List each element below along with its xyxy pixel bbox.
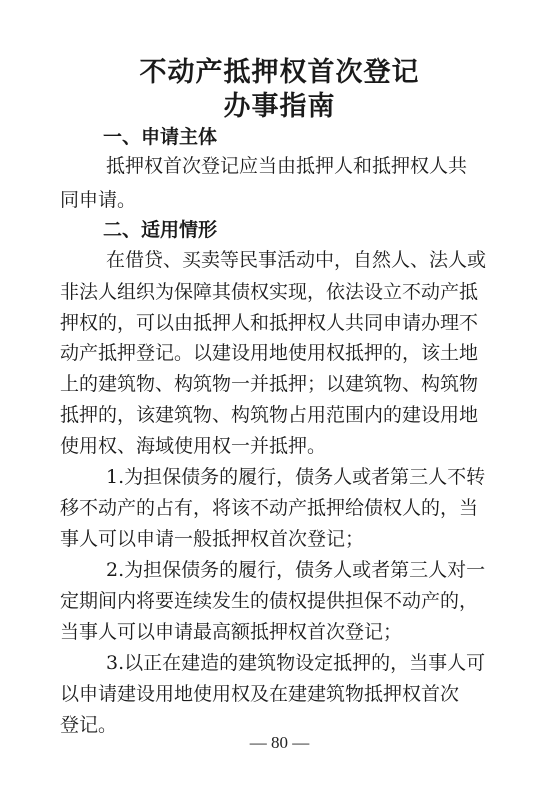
paragraph-line: 同申请。	[60, 189, 137, 211]
paragraph-line: 上的建筑物、构筑物一并抵押；以建筑物、构筑物	[60, 373, 479, 395]
paragraph-line: 抵押权首次登记应当由抵押人和抵押权人共	[106, 155, 468, 177]
paragraph-line: 押权的，可以由抵押人和抵押权人共同申请办理不	[60, 312, 479, 334]
paragraph-line: 1.为担保债务的履行，债务人或者第三人不转	[106, 466, 486, 488]
document-title-line-1: 不动产抵押权首次登记	[139, 57, 420, 88]
paragraph-line: 移不动产的占有，将该不动产抵押给债权人的，当	[60, 497, 479, 519]
paragraph-line: 事人可以申请一般抵押权首次登记；	[60, 528, 365, 550]
paragraph-line: 定期间内将要连续发生的债权提供担保不动产的，	[60, 590, 479, 612]
paragraph-line: 当事人可以申请最高额抵押权首次登记；	[60, 621, 403, 643]
page-number: — 80 —	[249, 733, 310, 752]
paragraph-line: 在借贷、买卖等民事活动中，自然人、法人或	[106, 249, 487, 271]
paragraph-line: 3.以正在建造的建筑物设定抵押的，当事人可	[106, 652, 486, 674]
paragraph-line: 抵押的，该建筑物、构筑物占用范围内的建设用地	[60, 404, 479, 426]
paragraph-line: 使用权、海域使用权一并抵押。	[60, 435, 327, 457]
section-heading-applicant: 一、申请主体	[103, 126, 218, 148]
paragraph-line: 非法人组织为保障其债权实现，依法设立不动产抵	[60, 281, 479, 303]
paragraph-line: 2.为担保债务的履行，债务人或者第三人对一	[106, 559, 486, 581]
paragraph-line: 以申请建设用地使用权及在建建筑物抵押权首次	[60, 683, 460, 705]
paragraph-line: 动产抵押登记。以建设用地使用权抵押的，该土地	[60, 342, 479, 364]
paragraph-line: 登记。	[60, 714, 118, 736]
document-title-line-2: 办事指南	[223, 91, 336, 122]
section-heading-scope: 二、适用情形	[103, 219, 218, 241]
